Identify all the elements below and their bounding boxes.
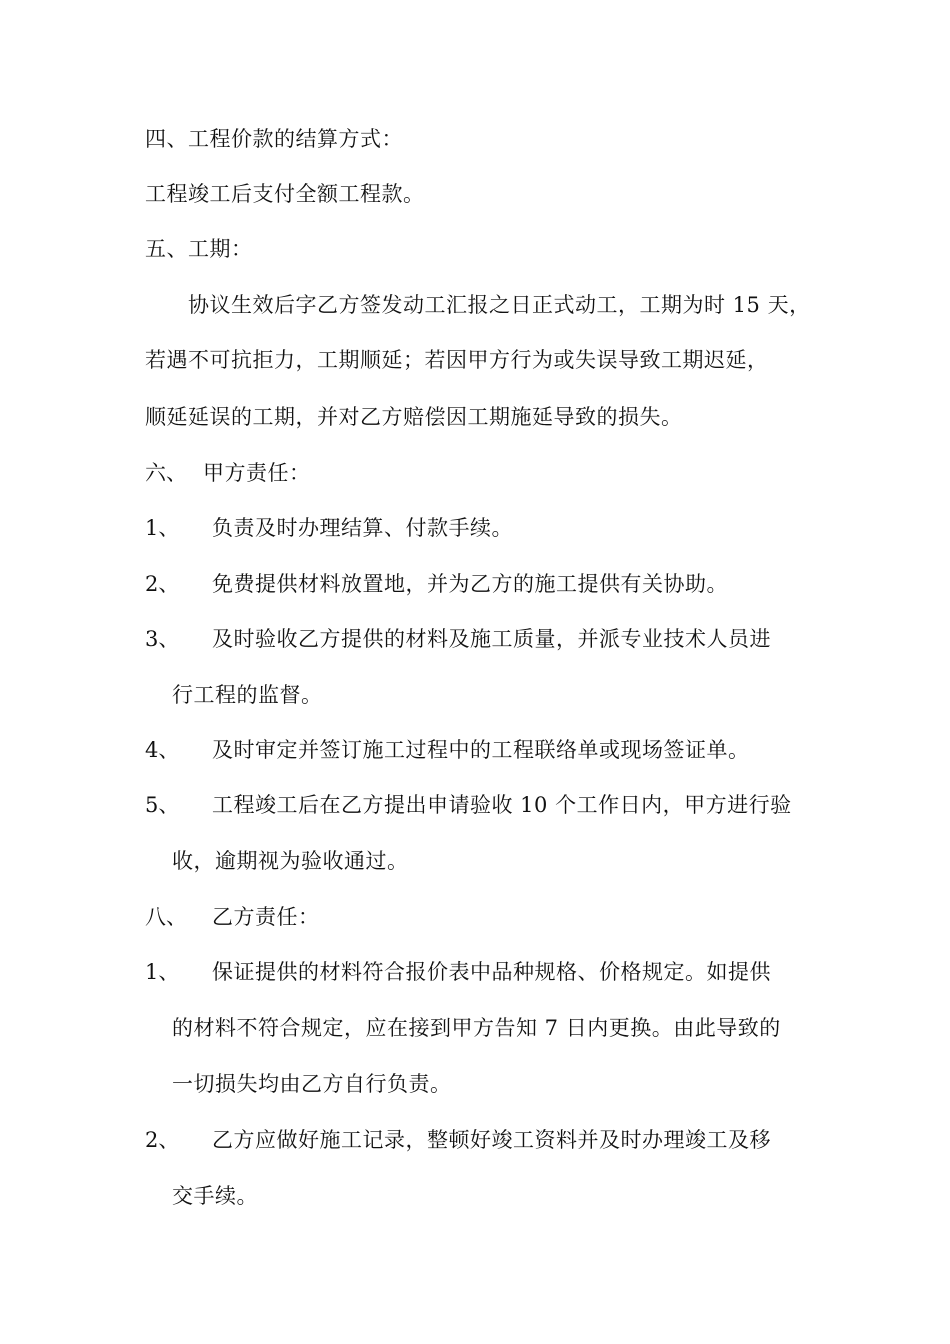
list-item-number: 1、 xyxy=(145,516,180,540)
list-item-number: 2、 xyxy=(145,1128,180,1152)
list-item-text: 乙方应做好施工记录，整顿好竣工资料并及时办理竣工及移 xyxy=(212,1128,771,1152)
list-item-number: 1、 xyxy=(145,960,180,984)
list-item-number: 3、 xyxy=(145,627,180,651)
section4-heading: 四、工程价款的结算方式： xyxy=(145,127,403,151)
list-item-text-continuation: 收，逾期视为验收通过。 xyxy=(172,849,409,873)
section5-heading: 五、工期： xyxy=(145,237,253,261)
section5-para-line: 若遇不可抗拒力，工期顺延；若因甲方行为或失误导致工期迟延， xyxy=(145,348,769,372)
list-item-text: 工程竣工后在乙方提出申请验收 10 个工作日内，甲方进行验 xyxy=(212,793,792,817)
list-item-number: 5、 xyxy=(145,793,180,817)
list-item-text-continuation: 交手续。 xyxy=(172,1184,258,1208)
list-item-text-continuation: 一切损失均由乙方自行负责。 xyxy=(172,1072,452,1096)
section5-para-line: 协议生效后字乙方签发动工汇报之日正式动工，工期为时 15 天， xyxy=(188,293,811,317)
list-item-number: 2、 xyxy=(145,572,180,596)
list-item-text: 及时审定并签订施工过程中的工程联络单或现场签证单。 xyxy=(212,738,750,762)
section6-heading: 甲方责任： xyxy=(203,461,311,485)
section6-heading-number: 六、 xyxy=(145,461,187,485)
section5-para-line: 顺延延误的工期，并对乙方赔偿因工期施延导致的损失。 xyxy=(145,405,683,429)
list-item-text: 保证提供的材料符合报价表中品种规格、价格规定。如提供 xyxy=(212,960,771,984)
list-item-text: 免费提供材料放置地，并为乙方的施工提供有关协助。 xyxy=(212,572,728,596)
section4-body: 工程竣工后支付全额工程款。 xyxy=(145,182,425,206)
section8-heading: 乙方责任： xyxy=(212,905,320,929)
list-item-text: 及时验收乙方提供的材料及施工质量，并派专业技术人员进 xyxy=(212,627,771,651)
list-item-text-continuation: 行工程的监督。 xyxy=(172,683,323,707)
list-item-text-continuation: 的材料不符合规定，应在接到甲方告知 7 日内更换。由此导致的 xyxy=(172,1016,781,1040)
list-item-number: 4、 xyxy=(145,738,180,762)
section8-heading-number: 八、 xyxy=(145,905,187,929)
list-item-text: 负责及时办理结算、付款手续。 xyxy=(212,516,513,540)
